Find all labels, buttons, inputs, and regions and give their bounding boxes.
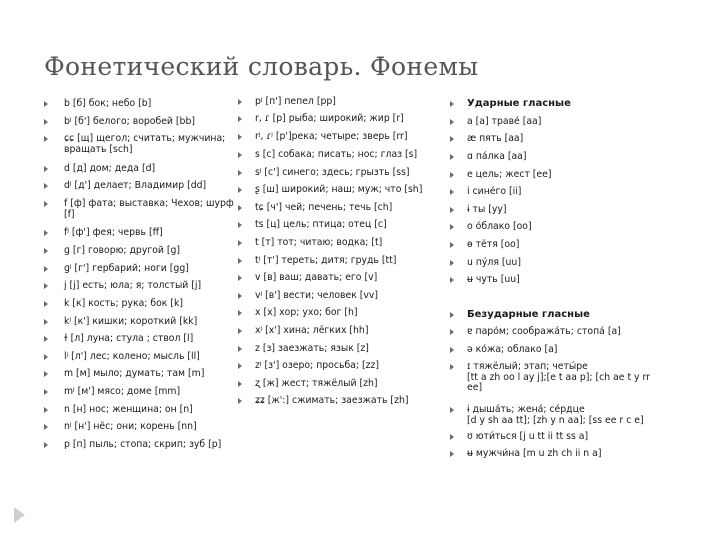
vowel-entry: æ пять [aa] [467,133,524,144]
vowel-entry: [d y sh aa tt]; [zh y n aa]; [ss ee r c e] [467,414,644,426]
bullet-icon [450,451,454,457]
phoneme-entry: f [ф] фата; выставка; Чехов; шурф [64,198,234,209]
bullet-icon [44,230,48,236]
phoneme-entry: tɕ [ч'] чей; печень; течь [ch] [255,202,393,213]
bullet-icon [450,407,454,413]
vowel-entry: ʊ юти́ться [j u tt ii tt ss a] [467,431,589,442]
bullet-icon [450,260,454,266]
bullet-icon [450,154,454,160]
vowel-entry: ɨ ты [yy] [467,204,507,215]
bullet-icon [238,222,242,228]
phoneme-entry: ts [ц] цель; птица; отец [c] [255,219,387,230]
bullet-icon [44,319,48,325]
vowel-entry: u пу́ля [uu] [467,257,521,268]
bullet-icon [238,170,242,176]
phoneme-entry: d [д] дом; деда [d] [64,163,156,174]
phoneme-entry: p [п] пыль; стопа; скрип; зуб [p] [64,439,222,450]
phoneme-entry: s [с] собака; писать; нос; глаз [s] [255,149,418,160]
phoneme-entry: v [в] ваш; давать; его [v] [255,272,378,283]
phoneme-entry: vʲ [в'] вести; человек [vv] [255,290,379,301]
bullet-icon [238,240,242,246]
bullet-icon [450,224,454,230]
bullet-icon [238,275,242,281]
vowel-entry: [tt a zh oo l ay j];[e t aa p]; [ch ae t y rr [467,371,650,383]
bullet-icon [238,346,242,352]
vowel-entry: ɑ па́лка [aa] [467,151,527,162]
phoneme-entry: r, ɾ [р] рыба; широкий; жир [r] [255,113,404,124]
phoneme-entry: lʲ [л'] лес; колено; мысль [ll] [64,351,200,362]
bullet-icon [44,424,48,430]
bullet-icon [238,99,242,105]
phoneme-entry: pʲ [п'] пепел [pp] [255,96,336,107]
bullet-icon [44,407,48,413]
vowel-entry: o о́блако [oo] [467,221,532,232]
bullet-icon [450,136,454,142]
bullet-icon [450,242,454,248]
vowel-entry: ɐ паро́м; сообража́ть; стопа́ [a] [467,326,621,337]
phoneme-entry: mʲ [м'] мясо; доме [mm] [64,386,181,397]
phoneme-entry: xʲ [х'] хина; лёгких [hh] [255,325,369,336]
phoneme-entry: j [j] есть; юла; я; толстый [j] [64,280,202,291]
bullet-icon [238,187,242,193]
bullet-icon [450,347,454,353]
phoneme-entry: dʲ [д'] делает; Владимир [dd] [64,180,207,191]
vowel-entry: e цель; жест [ee] [467,169,552,180]
vowel-entry: ɵ тётя [oo] [467,239,520,250]
bullet-icon [44,266,48,272]
phoneme-entry: fʲ [ф'] фея; червь [ff] [64,227,163,238]
bullet-icon [238,152,242,158]
bullet-icon [44,336,48,342]
vowel-entry: ɨ дыша́ть; жена́; се́рдце [467,404,585,415]
bullet-icon [44,442,48,448]
vowel-entry: ʉ чуть [uu] [467,274,520,285]
stressed-vowels-heading: Ударные гласные [467,98,571,109]
bullet-icon [44,248,48,254]
corner-triangle-icon [14,507,25,523]
vowel-entry: a [a] траве́ [aa] [467,116,542,127]
bullet-icon [44,371,48,377]
phoneme-entry: ʂ [ш] широкий; наш; муж; что [sh] [255,184,423,195]
phoneme-entry: ʐ [ж] жест; тяжёлый [zh] [255,378,378,389]
phoneme-entry: ɫ [л] луна; стула ; ствол [l] [64,333,194,344]
bullet-icon [450,172,454,178]
bullet-icon [238,293,242,299]
bullet-icon [44,119,48,125]
bullet-icon [238,116,242,122]
vowel-entry: ə ко́жа; облако [a] [467,344,558,355]
phoneme-entry: ɡ [г] говорю; другой [g] [64,245,181,256]
phoneme-entry: tʲ [т'] тереть; дитя; грудь [tt] [255,255,397,266]
bullet-icon [238,310,242,316]
bullet-icon [44,166,48,172]
phoneme-entry: bʲ [б'] белого; воробей [bb] [64,116,195,127]
phoneme-entry: sʲ [с'] синего; здесь; грызть [ss] [255,167,410,178]
phoneme-entry: x [х] хор; ухо; бог [h] [255,307,358,318]
phoneme-entry: nʲ [н'] нёс; они; корень [nn] [64,421,197,432]
bullet-icon [238,134,242,140]
phoneme-entry: вращать [sch] [64,143,133,155]
bullet-icon [44,354,48,360]
bullet-icon [450,364,454,370]
phoneme-entry: zʲ [з'] озеро; просьба; [zz] [255,360,379,371]
bullet-icon [44,389,48,395]
phoneme-entry: ɕɕ [щ] щегол; считать; мужчина; [64,133,226,144]
phoneme-entry: t [т] тот; читаю; водка; [t] [255,237,383,248]
bullet-icon [450,329,454,335]
page-title: Фонетический словарь. Фонемы [44,52,479,81]
bullet-icon [238,398,242,404]
phoneme-entry: ɡʲ [г'] гербарий; ноги [gg] [64,263,189,274]
bullet-icon [450,207,454,213]
unstressed-vowels-heading: Безударные гласные [467,309,590,320]
bullet-icon [238,328,242,334]
vowel-entry: ʉ мужчи́на [m u zh ch ii n a] [467,448,602,459]
bullet-icon [44,183,48,189]
bullet-icon [450,189,454,195]
bullet-icon [238,205,242,211]
bullet-icon [44,283,48,289]
phoneme-entry: [f] [64,208,75,220]
phoneme-entry: rʲ, ɾʲ [р']река; четыре; зверь [rr] [255,131,408,142]
phoneme-entry: m [м] мыло; думать; там [m] [64,368,205,379]
phoneme-entry: k [к] кость; рука; бок [k] [64,298,183,309]
vowel-entry: ee] [467,382,483,393]
bullet-icon [450,312,454,318]
phoneme-entry: n [н] нос; женщина; он [n] [64,404,193,415]
bullet-icon [44,301,48,307]
bullet-icon [450,277,454,283]
bullet-icon [44,136,48,142]
bullet-icon [238,363,242,369]
bullet-icon [44,201,48,207]
phoneme-entry: ʑʑ [ж':] сжимать; заезжать [zh] [255,395,409,406]
phoneme-entry: b [б] бок; небо [b] [64,98,152,109]
vowel-entry: ɪ тяжёлый; этап; четы́ре [467,361,588,372]
bullet-icon [450,119,454,125]
bullet-icon [450,101,454,107]
bullet-icon [238,258,242,264]
bullet-icon [450,434,454,440]
vowel-entry: i сине́го [ii] [467,186,522,197]
bullet-icon [44,101,48,107]
phoneme-entry: z [з] заезжать; язык [z] [255,343,369,354]
bullet-icon [238,381,242,387]
phoneme-entry: kʲ [к'] кишки; короткий [kk] [64,316,198,327]
